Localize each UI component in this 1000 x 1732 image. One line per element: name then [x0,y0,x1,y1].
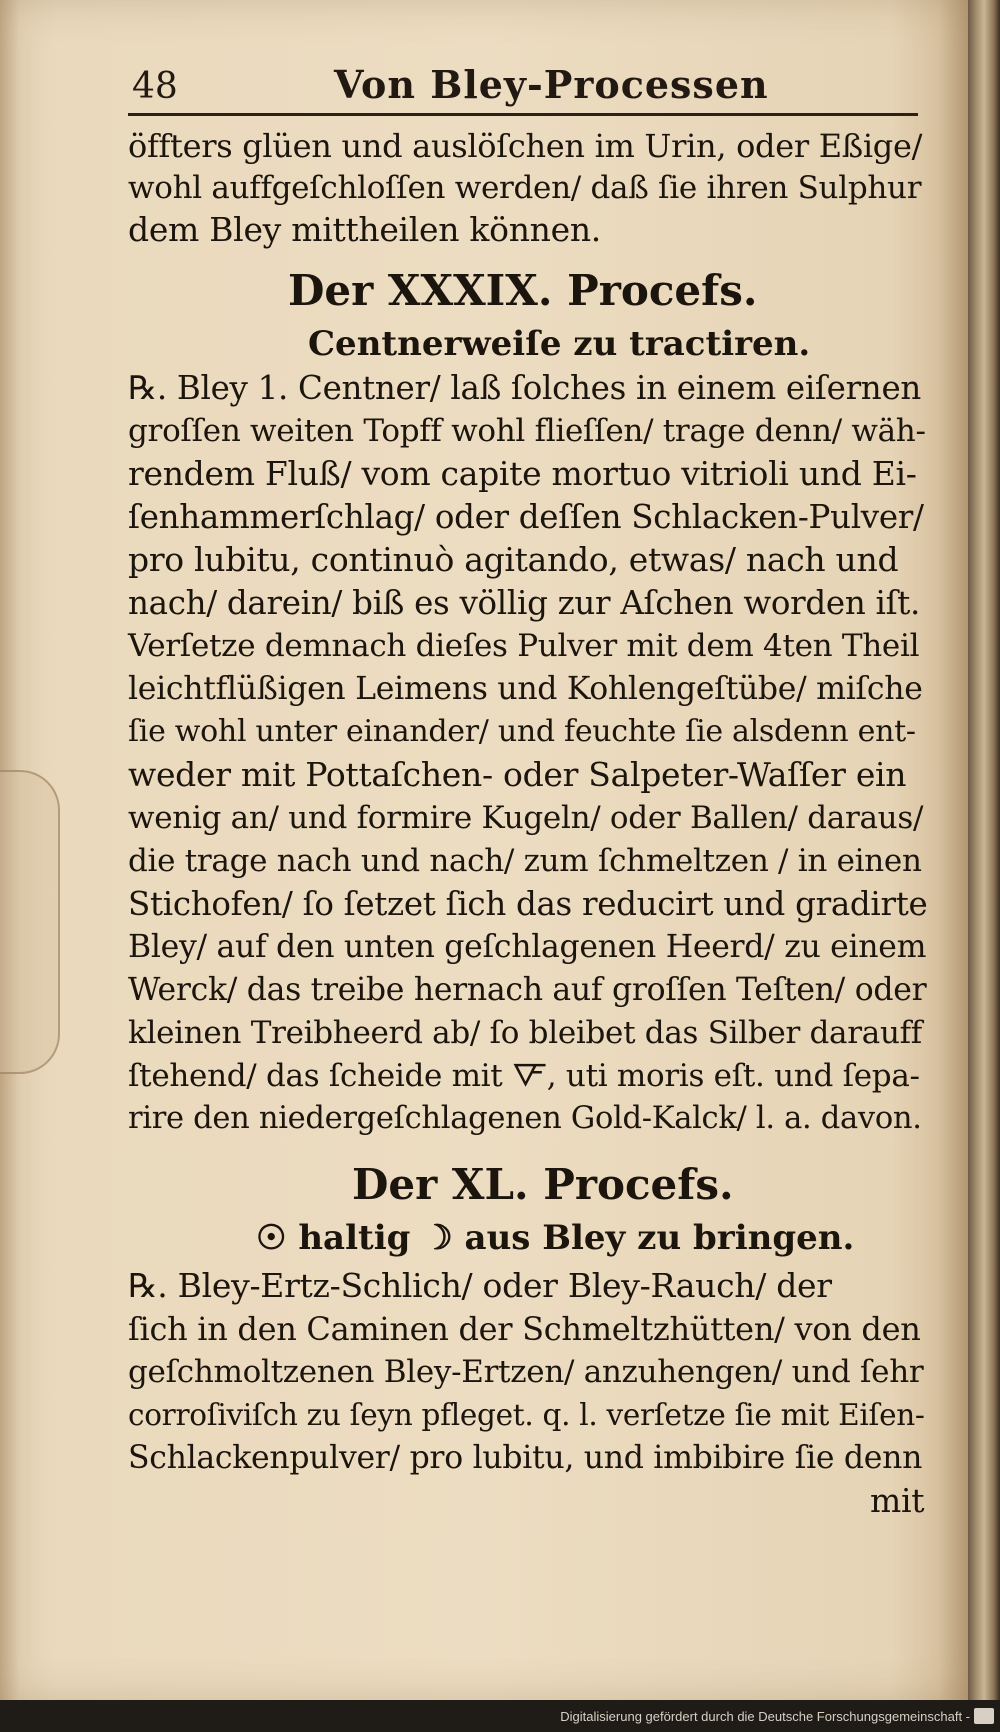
text-line: Verſetze demnach dieſes Pulver mit dem 4ten Theil [128,628,920,664]
text-line: corroſiviſch zu ſeyn pfleget. q. l. verſetze ſie mit Eiſen- [128,1398,925,1432]
text-line: rire den niedergeſchlagenen Gold-Kalck/ l. a. davon. [128,1101,922,1136]
text-line: die trage nach und nach/ zum ſchmeltzen / in einen [128,843,922,879]
text-line: mit [870,1481,925,1520]
text-line: Werck/ das treibe hernach auf groſſen Teſten/ oder [128,972,927,1008]
section-39-subtitle: Centnerweiſe zu tractiren. [308,324,811,364]
text-line: wohl auffgeſchloſſen werden/ daß ſie ihren Sulphur [128,170,922,206]
text-line: ſie wohl unter einander/ und feuchte ſie alsdenn ent- [128,714,916,749]
binding-clasp [0,770,60,1074]
text-line: ſenhammerſchlag/ oder deſſen Schlacken-Pulver/ [128,498,924,536]
book-page-edge [968,0,1000,1700]
section-39-title: Der XXXIX. Procefs. [288,266,758,315]
text-line: ſtehend/ das ſcheide mit 🜅, uti moris eſt. und ſepa- [128,1058,920,1094]
text-line: groſſen weiten Topff wohl flieſſen/ trage denn/ wäh- [128,413,926,449]
section-40-subtitle: ☉ haltig ☽ aus Bley zu bringen. [256,1218,855,1258]
header-rule [128,113,918,116]
text-line: ſich in den Caminen der Schmeltzhütten/ von den [128,1310,921,1348]
text-line: weder mit Pottaſchen- oder Salpeter-Waſſer ein [128,755,907,794]
text-line: rendem Fluß/ vom capite mortuo vitrioli und Ei- [128,454,917,493]
body-text-section-40 [128,1266,928,1566]
running-title: Von Bley-Processen [334,62,769,107]
text-line: öffters glüen und auslöſchen im Urin, oder Eßige/ [128,127,923,165]
page-header [128,62,914,112]
text-line: wenig an/ und formire Kugeln/ oder Ballen/ daraus/ [128,800,924,836]
text-line: dem Bley mittheilen können. [128,210,601,249]
text-line: pro lubitu, continuò agitando, etwas/ nach und [128,540,899,579]
text-line: Stichofen/ ſo ſetzet ſich das reducirt und gradirte [128,885,928,923]
dfg-logo [974,1708,994,1724]
text-line: Bley/ auf den unten geſchlagenen Heerd/ zu einem [128,929,927,965]
text-line: leichtflüßigen Leimens und Kohlengeſtübe/ miſche [128,671,923,707]
text-line: geſchmoltzenen Bley-Ertzen/ anzuhengen/ und ſehr [128,1354,924,1390]
text-line: Schlackenpulver/ pro lubitu, und imbibire ſie denn [128,1440,923,1476]
page-number: 48 [132,66,178,107]
body-text-top [128,126,928,256]
text-line: ℞. Bley-Ertz-Schlich/ oder Bley-Rauch/ der [128,1266,832,1305]
section-40-title: Der XL. Procefs. [352,1160,734,1209]
body-text-section-39 [128,368,928,1148]
funding-note: Digitalisierung gefördert durch die Deutsche Forschungsgemeinschaft - [560,1709,970,1724]
text-line: nach/ darein/ biß es völlig zur Aſchen worden iſt. [128,584,921,622]
text-line: ℞. Bley 1. Centner/ laß ſolches in einem eiſernen [128,369,922,407]
text-line: kleinen Treibheerd ab/ ſo bleibet das Silber darauff [128,1015,922,1051]
